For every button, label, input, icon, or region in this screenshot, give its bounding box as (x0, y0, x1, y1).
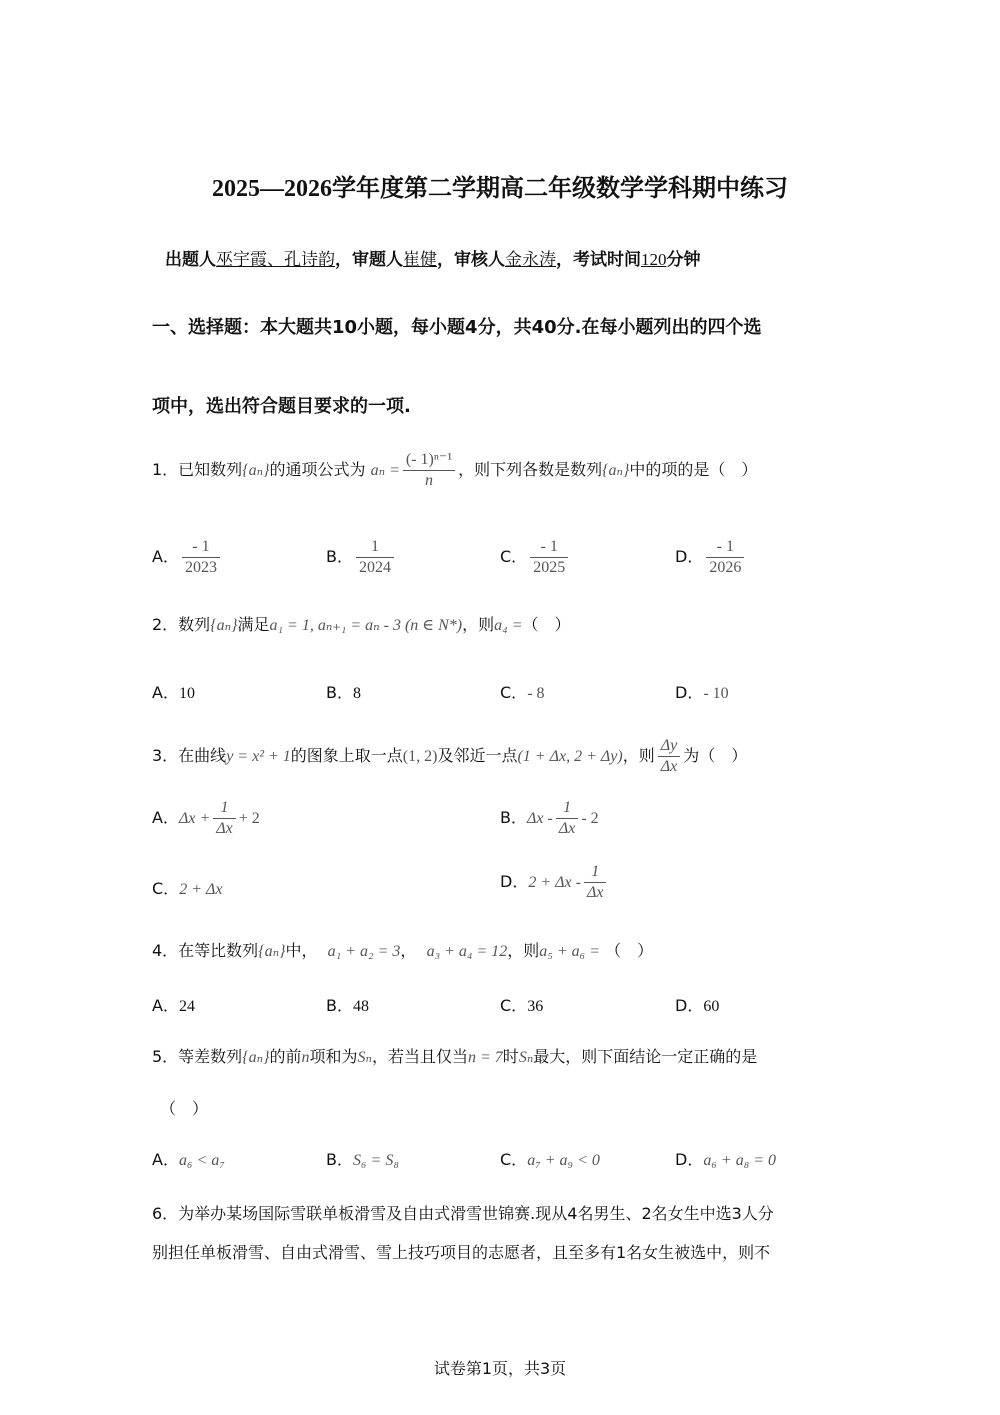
q4-option-b[interactable] (326, 993, 369, 1016)
q4-suffix: （ ） (605, 941, 654, 960)
q5-mid: 的前 (269, 1047, 302, 1066)
option-value: a₆ < a₇ (178, 1152, 225, 1169)
option-value: - 8 (527, 685, 545, 702)
option-value: 36 (527, 998, 544, 1015)
question-5 (152, 1044, 757, 1067)
q4-cond2: a₃ + a₄ = 12 (426, 943, 508, 960)
q1-formula-den: n (424, 472, 433, 489)
q2-option-d[interactable] (675, 680, 729, 703)
q4-seq: {aₙ} (258, 943, 286, 960)
q1-option-c[interactable] (500, 537, 571, 578)
option-label: B． (500, 808, 527, 827)
q2-seq: {aₙ} (210, 617, 238, 634)
option-label: C． (500, 683, 528, 702)
option-den: 2026 (709, 559, 742, 576)
q3-frac-den: Δx (660, 758, 678, 775)
option-den: 2023 (184, 559, 217, 576)
q2-target: a₄ = (494, 617, 523, 634)
q5-sn2: Sₙ (518, 1049, 534, 1066)
option-post: - 2 (581, 810, 599, 827)
q3-frac-num: Δy (658, 736, 681, 757)
q4-cond1: a₁ + a₂ = 3 (327, 943, 401, 960)
option-value: S₆ = S₈ (352, 1152, 399, 1169)
setter-name: 巫宇霞、孔诗韵 (216, 250, 335, 270)
page-footer: 试卷第1页，共3页 (433, 1359, 567, 1378)
approver-name: 金永涛 (505, 250, 556, 270)
q2-option-a[interactable] (152, 680, 195, 703)
option-den: 2025 (533, 559, 566, 576)
option-pre: Δx + (178, 810, 211, 827)
question-2 (152, 612, 571, 635)
q1-mid2: ，则下列各数是数列 (458, 460, 603, 479)
option-value: 60 (703, 998, 720, 1015)
q2-mid: 满足 (237, 615, 270, 634)
q1-option-a[interactable] (152, 537, 223, 578)
option-num: 1 (556, 798, 579, 819)
q1-formula-frac (403, 450, 455, 491)
q4-option-d[interactable] (675, 993, 719, 1016)
question-3 (152, 736, 747, 777)
option-label: A． (152, 996, 179, 1015)
option-label: B． (326, 683, 353, 702)
option-label: A． (152, 683, 179, 702)
q1-seq2: {aₙ} (602, 462, 630, 479)
option-den: Δx (558, 820, 576, 837)
q5-sn: Sₙ (357, 1049, 372, 1066)
q5-option-c[interactable] (500, 1147, 600, 1170)
section-heading-line1: 一、选择题：本大题共10小题，每小题4分，共40分.在每小题列出的四个选 (152, 317, 762, 338)
exam-time: 120 (641, 250, 667, 269)
option-frac (182, 537, 220, 578)
q1-mid: 的通项公式为 (269, 460, 366, 479)
q3-mid3: ，则 (622, 746, 655, 765)
q3-frac (658, 736, 681, 777)
q5-option-a[interactable] (152, 1147, 225, 1170)
option-label: B． (326, 547, 353, 566)
exam-meta (165, 245, 701, 270)
q3-option-c[interactable] (152, 876, 222, 899)
q1-option-b[interactable] (326, 537, 397, 578)
option-pre: Δx - (526, 810, 553, 827)
question-4 (152, 938, 653, 961)
section-heading-line2: 项中，选出符合题目要求的一项. (152, 396, 411, 417)
q4-mid2: ，则 (507, 941, 540, 960)
option-label: C． (500, 996, 528, 1015)
option-den: Δx (216, 820, 233, 837)
reviewer-label: ，审题人 (335, 250, 403, 270)
option-label: A． (152, 1150, 179, 1169)
q5-seq: {aₙ} (242, 1049, 270, 1066)
q2-option-c[interactable] (500, 680, 545, 703)
option-value: a₆ + a₈ = 0 (703, 1152, 777, 1169)
question-6-line2: 别担任单板滑雪、自由式滑雪、雪上技巧项目的志愿者，且至多有1名女生被选中，则不 (152, 1243, 771, 1262)
reviewer-name: 崔健 (403, 250, 437, 270)
option-num: 1 (584, 862, 607, 883)
q5-mid2: 项和为 (309, 1047, 358, 1066)
option-value: 8 (352, 685, 361, 702)
option-num: - 1 (530, 537, 568, 558)
q2-cond: a₁ = 1, aₙ₊₁ = aₙ - 3 (n ∈ N*) (269, 617, 463, 634)
option-frac (213, 798, 236, 839)
q3-option-a[interactable] (152, 798, 260, 839)
q5-option-d[interactable] (675, 1147, 776, 1170)
q4-prefix: 4．在等比数列 (152, 941, 259, 960)
option-label: D． (675, 1150, 704, 1169)
option-label: D． (675, 683, 704, 702)
question-6-line1: 6．为举办某场国际雪联单板滑雪及自由式滑雪世锦赛.现从4名男生、2名女生中选3人分 (152, 1204, 774, 1223)
option-num: - 1 (182, 537, 220, 558)
option-num: 1 (356, 537, 394, 558)
option-value: 10 (178, 685, 195, 702)
q1-suffix: 中的项的是（ ） (629, 460, 758, 479)
option-value: a₇ + a₉ < 0 (527, 1152, 600, 1169)
option-pre: 2 + Δx - (528, 874, 581, 891)
q1-formula-num: (- 1)ⁿ⁻¹ (403, 450, 455, 471)
option-den: 2024 (358, 559, 391, 576)
q1-prefix: 1．已知数列 (152, 460, 243, 479)
option-label: D． (675, 547, 704, 566)
q4-option-a[interactable] (152, 993, 195, 1016)
q3-option-b[interactable] (500, 798, 599, 839)
q5-n: n (301, 1049, 310, 1066)
option-label: B． (326, 1150, 353, 1169)
q3-suffix: 为（ ） (683, 746, 748, 765)
q5-option-b[interactable] (326, 1147, 399, 1170)
q3-mid: 的图象上取一点 (290, 746, 403, 765)
q3-point2: (1 + Δx, 2 + Δy) (517, 748, 623, 765)
option-label: A． (152, 808, 179, 827)
option-label: D． (500, 872, 529, 891)
option-value: 48 (352, 998, 369, 1015)
q4-mid: 中， (285, 941, 318, 960)
q3-option-d[interactable] (500, 862, 609, 903)
option-frac (556, 798, 579, 839)
option-post: + 2 (238, 810, 260, 827)
q1-formula-lhs: aₙ = (370, 462, 400, 479)
q3-curve: y = x² + 1 (226, 748, 291, 765)
option-label: D． (675, 996, 704, 1015)
q1-option-d[interactable] (675, 537, 747, 578)
option-pre: 2 + Δx (179, 881, 223, 898)
setter-label: 出题人 (165, 250, 216, 270)
option-label: B． (326, 996, 353, 1015)
q1-seq: {aₙ} (242, 462, 270, 479)
option-frac (706, 537, 744, 578)
time-label: ，考试时间 (556, 250, 641, 270)
option-frac (584, 862, 607, 903)
q5-mid4: 时 (502, 1047, 519, 1066)
option-frac (530, 537, 568, 578)
option-label: C． (500, 1150, 528, 1169)
option-label: A． (152, 547, 179, 566)
option-label: C． (500, 547, 528, 566)
option-num: 1 (213, 798, 236, 819)
page-title: 2025—2026学年度第二学期高二年级数学学科期中练习 (212, 176, 788, 202)
q3-mid2: 及邻近一点 (437, 746, 518, 765)
q4-sep: ， (400, 941, 417, 960)
option-frac (356, 537, 394, 578)
q2-prefix: 2．数列 (152, 615, 211, 634)
q3-point: (1, 2) (402, 748, 438, 765)
q5-mid3: ，若当且仅当 (371, 1047, 468, 1066)
time-unit: 分钟 (666, 250, 701, 270)
question-1 (152, 450, 757, 491)
q5-suffix: 最大，则下面结论一定正确的是 (533, 1047, 758, 1066)
q2-mid2: ，则 (462, 615, 495, 634)
q5-paren: （ ） (160, 1099, 209, 1118)
q2-option-b[interactable] (326, 680, 361, 703)
q4-option-c[interactable] (500, 993, 543, 1016)
q5-cond: n = 7 (468, 1049, 503, 1066)
approver-label: ，审核人 (437, 250, 505, 270)
option-num: - 1 (706, 537, 744, 558)
q4-target: a₅ + a₆ = (539, 943, 601, 960)
option-value: 24 (178, 998, 195, 1015)
option-den: Δx (586, 884, 604, 901)
q2-suffix: （ ） (522, 615, 571, 634)
q5-prefix: 5．等差数列 (152, 1047, 243, 1066)
option-value: - 10 (703, 685, 729, 702)
q3-prefix: 3．在曲线 (152, 746, 227, 765)
option-label: C． (152, 879, 180, 898)
